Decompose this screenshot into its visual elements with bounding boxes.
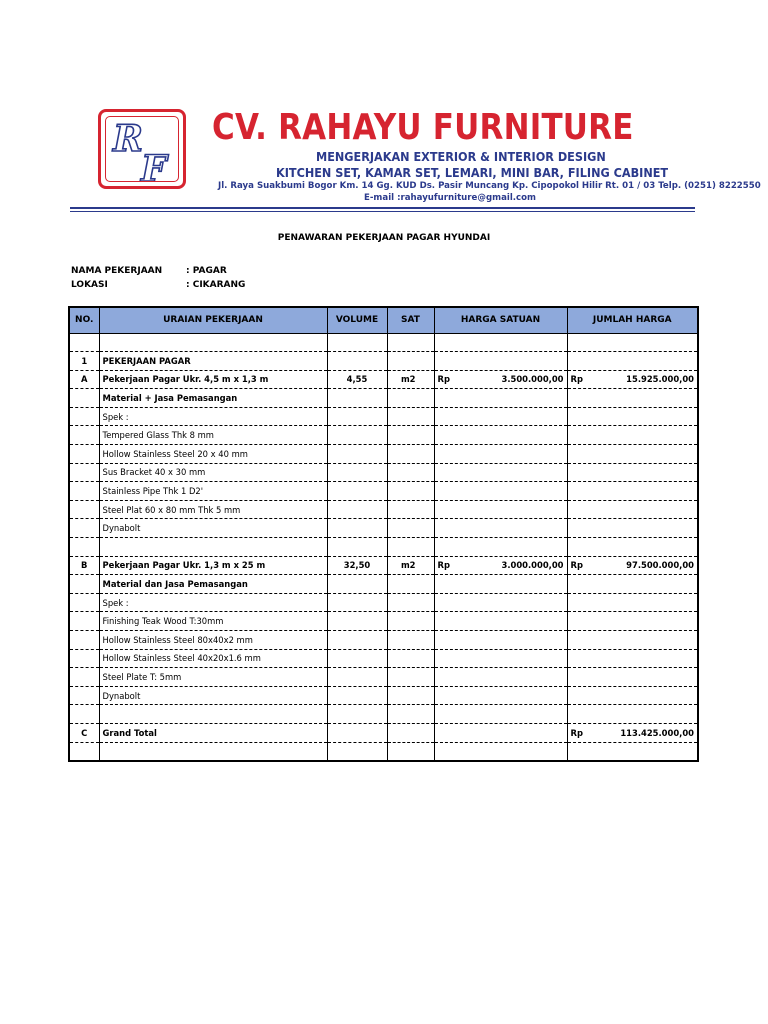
cell-unit-price: [434, 593, 567, 612]
cell-volume: [327, 612, 387, 631]
cell-unit-price: [434, 389, 567, 408]
document-title: PENAWARAN PEKERJAAN PAGAR HYUNDAI: [277, 233, 491, 243]
tagline-services: MENGERJAKAN EXTERIOR & INTERIOR DESIGN: [316, 149, 606, 164]
table-row: [69, 723, 698, 742]
cell-description: Hollow Stainless Steel 20 x 40 mm: [99, 445, 327, 464]
cell-no: [69, 649, 99, 668]
header-description: URAIAN PEKERJAAN: [99, 307, 327, 333]
cell-description: Sus Bracket 40 x 30 mm: [99, 463, 327, 482]
header-volume: VOLUME: [327, 307, 387, 333]
cell-unit-price: [434, 649, 567, 668]
table-row: [69, 631, 698, 650]
location-label: LOKASI: [71, 280, 108, 290]
letterhead-rule-thin: [70, 211, 695, 212]
table-row: [69, 370, 698, 389]
cell-unit: [387, 723, 434, 742]
total-price-value: 97.500.000,00: [626, 560, 694, 571]
cell-no: [69, 668, 99, 687]
cell-unit: [387, 407, 434, 426]
cell-description: [99, 705, 327, 724]
cell-unit: [387, 445, 434, 464]
cell-volume: [327, 463, 387, 482]
cell-volume: [327, 426, 387, 445]
job-name-label: NAMA PEKERJAAN: [71, 266, 163, 276]
cell-no: [69, 593, 99, 612]
cell-unit: [387, 500, 434, 519]
letterhead-rule: [70, 207, 695, 209]
cell-unit: [387, 482, 434, 501]
cell-no: [69, 463, 99, 482]
table-row: [69, 463, 698, 482]
cell-no: A: [69, 370, 99, 389]
table-row: [69, 519, 698, 538]
cell-unit: [387, 705, 434, 724]
cell-unit-price: [434, 668, 567, 687]
header-unit-price: HARGA SATUAN: [434, 307, 567, 333]
cell-description: [99, 333, 327, 352]
cell-total-price: [567, 538, 698, 557]
cell-unit-price: [434, 631, 567, 650]
cell-description: Steel Plate T: 5mm: [99, 668, 327, 687]
total-price-value: 15.925.000,00: [626, 374, 694, 385]
cell-no: [69, 482, 99, 501]
cell-description: Finishing Teak Wood T:30mm: [99, 612, 327, 631]
cell-unit: [387, 686, 434, 705]
cell-unit-price: [434, 500, 567, 519]
cell-total-price: [567, 723, 698, 742]
cell-volume: [327, 500, 387, 519]
cell-description: Tempered Glass Thk 8 mm: [99, 426, 327, 445]
cell-description: Stainless Pipe Thk 1 D2': [99, 482, 327, 501]
table-row: [69, 649, 698, 668]
cell-unit-price: [434, 686, 567, 705]
cell-description: Hollow Stainless Steel 80x40x2 mm: [99, 631, 327, 650]
cell-description: Material + Jasa Pemasangan: [99, 389, 327, 408]
company-logo: [98, 109, 186, 189]
cell-unit: [387, 575, 434, 594]
cell-no: [69, 538, 99, 557]
cell-volume: [327, 407, 387, 426]
company-address: Jl. Raya Suakbumi Bogor Km. 14 Gg. KUD Ds. Pasir Muncang Kp. Cipopokol Hilir Rt. 01 / 03 Telp. (0251) 8222550: [218, 181, 761, 191]
table-row: [69, 668, 698, 687]
cell-unit: [387, 333, 434, 352]
table-row: [69, 556, 698, 575]
cell-no: [69, 631, 99, 650]
cell-total-price: [567, 482, 698, 501]
cell-unit: m2: [387, 556, 434, 575]
cell-volume: [327, 742, 387, 761]
cell-unit-price: [434, 705, 567, 724]
table-row: [69, 742, 698, 761]
cell-no: [69, 333, 99, 352]
cell-volume: [327, 686, 387, 705]
cell-description: [99, 538, 327, 557]
cell-unit: m2: [387, 370, 434, 389]
location-line: [71, 280, 245, 290]
table-row: [69, 593, 698, 612]
cell-unit: [387, 668, 434, 687]
cell-description: Spek :: [99, 593, 327, 612]
cell-description: Dynabolt: [99, 519, 327, 538]
cell-unit-price: [434, 742, 567, 761]
header-total-price: JUMLAH HARGA: [567, 307, 698, 333]
cell-unit: [387, 742, 434, 761]
table-row: [69, 445, 698, 464]
cell-no: [69, 742, 99, 761]
cell-no: [69, 445, 99, 464]
table-row: [69, 575, 698, 594]
table-row: [69, 612, 698, 631]
cell-total-price: [567, 742, 698, 761]
cell-volume: [327, 352, 387, 371]
currency-label: Rp: [437, 374, 450, 385]
cell-no: [69, 389, 99, 408]
cell-total-price: [567, 593, 698, 612]
cell-volume: [327, 668, 387, 687]
unit-price-value: 3.000.000,00: [501, 560, 564, 571]
cell-no: [69, 705, 99, 724]
cell-no: C: [69, 723, 99, 742]
cell-unit-price: [434, 352, 567, 371]
cell-unit-price: [434, 556, 567, 575]
table-body: [69, 333, 698, 761]
job-name-value: : PAGAR: [186, 266, 227, 276]
cell-unit-price: [434, 575, 567, 594]
table-row: [69, 686, 698, 705]
letterhead: [70, 105, 761, 213]
table-row: [69, 705, 698, 724]
cell-total-price: [567, 612, 698, 631]
cell-description: [99, 742, 327, 761]
cell-unit: [387, 538, 434, 557]
cell-description: Grand Total: [99, 723, 327, 742]
cell-total-price: [567, 407, 698, 426]
total-price-value: 113.425.000,00: [620, 727, 694, 738]
cell-volume: [327, 649, 387, 668]
company-name: CV. RAHAYU FURNITURE: [212, 107, 634, 149]
table-row: [69, 407, 698, 426]
cell-volume: [327, 389, 387, 408]
currency-label: Rp: [570, 560, 583, 571]
cell-unit: [387, 649, 434, 668]
cell-description: Dynabolt: [99, 686, 327, 705]
cell-no: [69, 407, 99, 426]
cell-description: Pekerjaan Pagar Ukr. 4,5 m x 1,3 m: [99, 370, 327, 389]
cell-total-price: [567, 370, 698, 389]
cell-volume: [327, 631, 387, 650]
cell-volume: [327, 705, 387, 724]
cell-no: [69, 519, 99, 538]
cell-unit: [387, 519, 434, 538]
cell-volume: [327, 333, 387, 352]
job-name-line: [71, 266, 227, 276]
cell-unit-price: [434, 723, 567, 742]
cell-volume: [327, 445, 387, 464]
cell-total-price: [567, 333, 698, 352]
company-email: E-mail :rahayufurniture@gmail.com: [364, 193, 536, 203]
cell-total-price: [567, 500, 698, 519]
currency-label: Rp: [570, 727, 583, 738]
cell-description: Material dan Jasa Pemasangan: [99, 575, 327, 594]
cell-description: PEKERJAAN PAGAR: [99, 352, 327, 371]
cell-description: Spek :: [99, 407, 327, 426]
cell-volume: [327, 593, 387, 612]
cell-total-price: [567, 463, 698, 482]
cell-total-price: [567, 556, 698, 575]
cell-no: 1: [69, 352, 99, 371]
cell-description: Pekerjaan Pagar Ukr. 1,3 m x 25 m: [99, 556, 327, 575]
cell-description: Hollow Stainless Steel 40x20x1.6 mm: [99, 649, 327, 668]
cell-unit: [387, 593, 434, 612]
cell-unit-price: [434, 612, 567, 631]
cell-no: [69, 686, 99, 705]
currency-label: Rp: [570, 374, 583, 385]
cell-unit-price: [434, 407, 567, 426]
cell-volume: 32,50: [327, 556, 387, 575]
tagline-products: KITCHEN SET, KAMAR SET, LEMARI, MINI BAR, FILING CABINET: [276, 165, 669, 180]
cell-total-price: [567, 519, 698, 538]
cell-total-price: [567, 426, 698, 445]
cell-volume: 4,55: [327, 370, 387, 389]
cell-unit-price: [434, 426, 567, 445]
cell-volume: [327, 723, 387, 742]
table-row: [69, 538, 698, 557]
cell-volume: [327, 575, 387, 594]
cell-volume: [327, 519, 387, 538]
table-row: [69, 482, 698, 501]
cell-total-price: [567, 631, 698, 650]
header-unit: SAT: [387, 307, 434, 333]
table-header-row: [69, 307, 698, 333]
cell-total-price: [567, 668, 698, 687]
cell-unit: [387, 389, 434, 408]
logo-letter-r: R: [113, 118, 143, 160]
table-row: [69, 500, 698, 519]
cell-total-price: [567, 705, 698, 724]
cell-unit: [387, 352, 434, 371]
table-row: [69, 389, 698, 408]
quotation-table: [68, 306, 699, 762]
cell-unit: [387, 426, 434, 445]
cell-total-price: [567, 352, 698, 371]
cell-no: B: [69, 556, 99, 575]
cell-unit-price: [434, 482, 567, 501]
table-row: [69, 426, 698, 445]
unit-price-value: 3.500.000,00: [501, 374, 564, 385]
header-no: NO.: [69, 307, 99, 333]
cell-unit-price: [434, 370, 567, 389]
cell-no: [69, 426, 99, 445]
cell-unit-price: [434, 519, 567, 538]
cell-total-price: [567, 445, 698, 464]
cell-total-price: [567, 649, 698, 668]
cell-unit-price: [434, 333, 567, 352]
cell-unit: [387, 463, 434, 482]
table-row: [69, 352, 698, 371]
cell-total-price: [567, 575, 698, 594]
cell-volume: [327, 538, 387, 557]
cell-total-price: [567, 686, 698, 705]
location-value: : CIKARANG: [186, 280, 246, 290]
cell-unit-price: [434, 538, 567, 557]
cell-description: Steel Plat 60 x 80 mm Thk 5 mm: [99, 500, 327, 519]
cell-volume: [327, 482, 387, 501]
cell-no: [69, 612, 99, 631]
cell-total-price: [567, 389, 698, 408]
cell-unit-price: [434, 463, 567, 482]
cell-unit: [387, 612, 434, 631]
currency-label: Rp: [437, 560, 450, 571]
table-row: [69, 333, 698, 352]
cell-no: [69, 575, 99, 594]
logo-letter-f: F: [141, 148, 167, 190]
cell-unit-price: [434, 445, 567, 464]
cell-unit: [387, 631, 434, 650]
cell-no: [69, 500, 99, 519]
